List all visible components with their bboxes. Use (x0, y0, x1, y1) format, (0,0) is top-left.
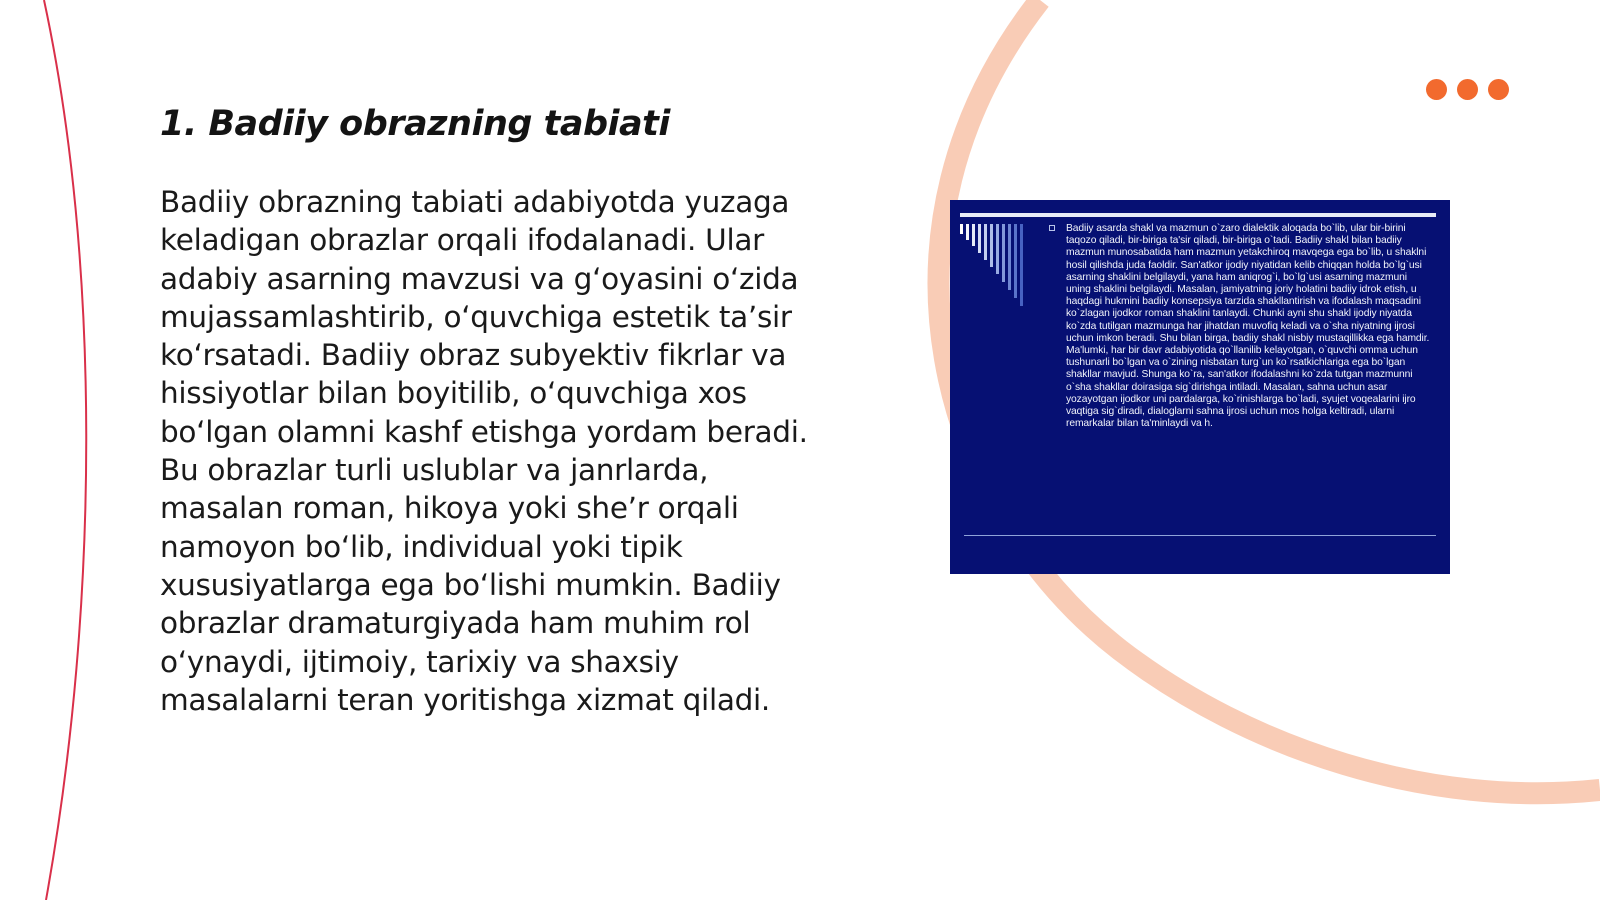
three-dots-icon (1426, 79, 1509, 100)
embedded-bottom-rule (964, 535, 1436, 536)
striped-triangle-icon (960, 224, 1036, 306)
dot-icon (1426, 79, 1447, 100)
square-bullet-icon (1049, 225, 1055, 231)
embedded-top-rule (960, 213, 1436, 217)
dot-icon (1457, 79, 1478, 100)
decorative-left-line (44, 0, 86, 900)
embedded-slide-text: Badiiy asarda shakl va mazmun o`zaro dialektik aloqada bo`lib, ular bir-birini taqozo qiladi, bir-biriga ta'sir qiladi, bir-biriga o`tadi. Badiiy shakl bilan badiiy mazmun munosabatida ham mazmun yetakchiroq mavqega ega bo`lib, u shaklni hosil qilishda juda faoldir. San'atkor ijodiy niyatidan kelib chiqqan holda bo`lg`usi asarning shaklini belgilaydi, yana ham aniqrog`i, bo`lg`usi asarning mazmuni uning shaklini belgilaydi. Masalan, jamiyatning joriy holatini badiiy idrok etish, u haqdagi hukmini badiiy konsepsiya tarzida shakllantirish va ifodalash maqsadini ko`zlagan ijodkor roman shaklini tanlaydi. Chunki ayni shu shakl ijodiy niyatda ko`zda tutilgan mazmunga har jihatdan muvofiq keladi va o`sha niyatning ijrosi uchun imkon beradi. Shu bilan birga, badiiy shakl nisbiy mustaqillikka ega hamdir. Ma'lumki, har bir davr adabiyotida qo`llanilib kelayotgan, o`quvchi omma uchun tushunarli bo`lgan va o`zining nisbatan turg`un ko`rsatkichlariga ega bo`lgan shakllar mavjud. Shunga ko`ra, san'atkor ifodalashni ko`zda tutgan mazmunni o`sha shakllar doirasiga sig`dirishga intiladi. Masalan, sahna uchun asar yozayotgan ijodkor uni pardalarga, ko`rinishlarga bo`ladi, syujet voqealarini ijro vaqtiga sig`diradi, dialoglarni sahna ijrosi uchun mos holga keltiradi, ularni remarkalar bilan ta'minlaydi va h. (1066, 223, 1430, 430)
slide-body-text: Badiiy obrazning tabiati adabiyotda yuzaga keladigan obrazlar orqali ifodalanadi. Ular adabiy asarning mavzusi va gʻoyasini oʻzida mujassamlashtirib, oʻquvchiga estetik taʼsir koʻrsatadi. Badiiy obraz subyektiv fikrlar va hissiyotlar bilan boyitilib, oʻquvchiga xos boʻlgan olamni kashf etishga yordam beradi. Bu obrazlar turli uslublar va janrlarda, masalan roman, hikoya yoki sheʼr orqali namoyon boʻlib, individual yoki tipik xususiyatlarga ega boʻlishi mumkin. Badiiy obrazlar dramaturgiyada ham muhim rol oʻynaydi, ijtimoiy, tarixiy va shaxsiy masalalarni teran yoritishga xizmat qiladi. (160, 185, 808, 717)
embedded-slide-image (950, 200, 1450, 574)
dot-icon (1488, 79, 1509, 100)
slide-title: 1. Badiiy obrazning tabiati (160, 104, 670, 144)
